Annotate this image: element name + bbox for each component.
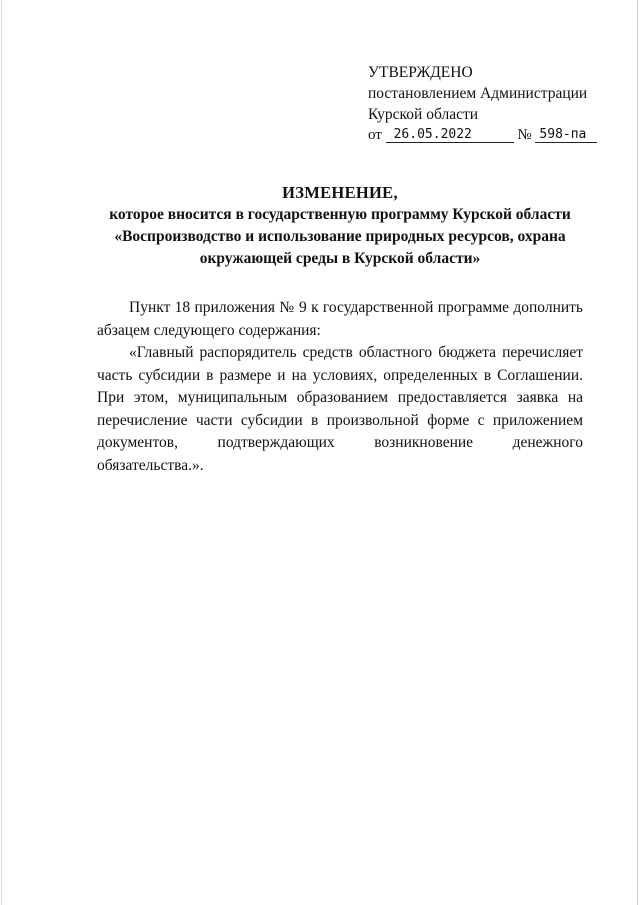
heading-subtitle-line-1: которое вносится в государственную программу Курской области (109, 206, 571, 223)
body-paragraph-1: Пункт 18 приложения № 9 к государственной программе дополнить абзацем следующего содержания: (97, 299, 583, 339)
document-heading (70, 182, 610, 270)
body-paragraph-2: «Главный распорядитель средств областного бюджета перечисляет часть субсидии в размере и на условиях, определенных в Соглашении. При этом, муниципальным образованием предоставляется заявка на перечисление части субсидии в произвольной форме с приложением документов, подтверждающих возникновение денежного обязательства.». (97, 344, 583, 474)
document-body (97, 297, 583, 477)
date-prefix: от (368, 127, 382, 143)
heading-subtitle-line-3: окружающей среды в Курской области» (199, 250, 481, 267)
approval-date-row (368, 125, 628, 146)
scan-edge-left (1, 0, 2, 905)
heading-title: ИЗМЕНЕНИЕ, (282, 183, 398, 202)
number-prefix: № (517, 127, 532, 143)
approval-date: 26.05.2022 (386, 127, 514, 143)
approval-number: 598-па (535, 127, 597, 143)
approval-title: УТВЕРЖДЕНО (368, 64, 473, 81)
approval-stamp-block (368, 62, 628, 146)
approval-line-1: постановлением Администрации (368, 85, 588, 102)
approval-line-2: Курской области (368, 106, 479, 123)
heading-subtitle-line-2: «Воспроизводство и использование природных ресурсов, охрана (114, 228, 566, 245)
scan-edge-right (637, 0, 638, 905)
